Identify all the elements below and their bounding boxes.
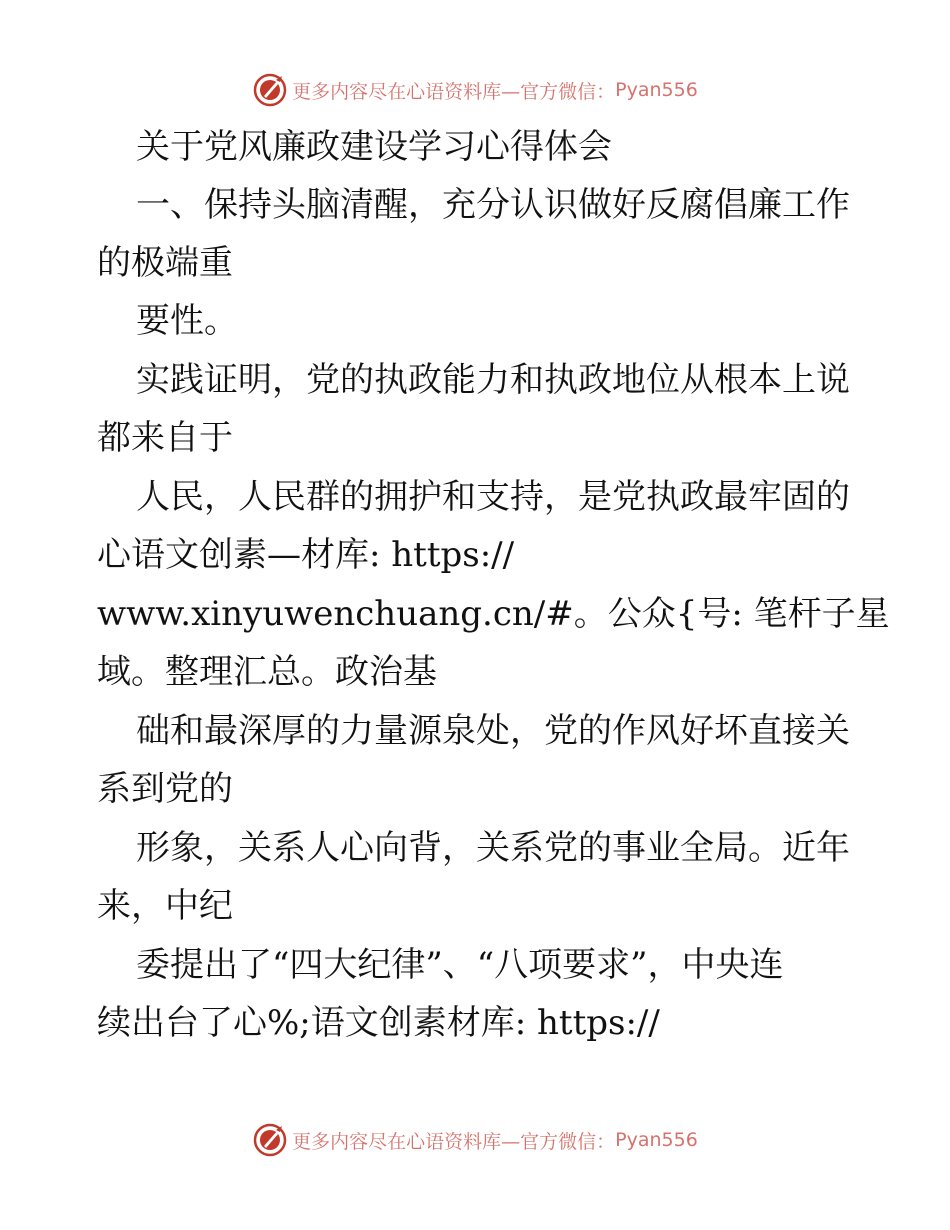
doc-title: 关于党风廉政建设学习心得体会 xyxy=(136,127,612,167)
text-line: 形象，关系人心向背，关系党的事业全局。近年 xyxy=(136,828,850,868)
text-line: 域。整理汇总。政治基 xyxy=(97,652,437,692)
quill-logo-icon xyxy=(252,72,288,108)
text-line: 要性。 xyxy=(136,301,238,341)
text-line: 心语文创素—材库: https:// xyxy=(97,535,515,575)
footer-banner[interactable] xyxy=(0,1120,950,1160)
footer-wechat-id: Pyan556 xyxy=(615,1129,698,1151)
quill-logo-icon xyxy=(252,1122,288,1158)
header-wechat-id: Pyan556 xyxy=(615,79,698,101)
footer-banner-text: 更多内容尽在心语资料库—官方微信： xyxy=(292,1130,616,1153)
text-line: 实践证明，党的执政能力和执政地位从根本上说 xyxy=(136,360,850,400)
text-line: 委提出了“四大纪律”、“八项要求”，中央连 xyxy=(136,945,784,985)
text-line: 系到党的 xyxy=(97,769,233,809)
header-banner[interactable] xyxy=(0,70,950,110)
header-banner-text: 更多内容尽在心语资料库—官方微信： xyxy=(292,80,616,103)
text-line: 都来自于 xyxy=(97,418,233,458)
text-line: 一、保持头脑清醒，充分认识做好反腐倡廉工作 xyxy=(136,185,850,225)
text-line: 的极端重 xyxy=(97,243,233,283)
text-line: 续出台了心%;语文创素材库: https:// xyxy=(97,1003,660,1043)
text-line: 础和最深厚的力量源泉处，党的作风好坏直接关 xyxy=(136,711,850,751)
text-line: www.xinyuwenchuang.cn/#。公众{号: 笔杆子星 xyxy=(97,594,890,634)
text-line: 来，中纪 xyxy=(97,886,233,926)
text-line: 人民，人民群的拥护和支持，是党执政最牢固的 xyxy=(136,477,850,517)
